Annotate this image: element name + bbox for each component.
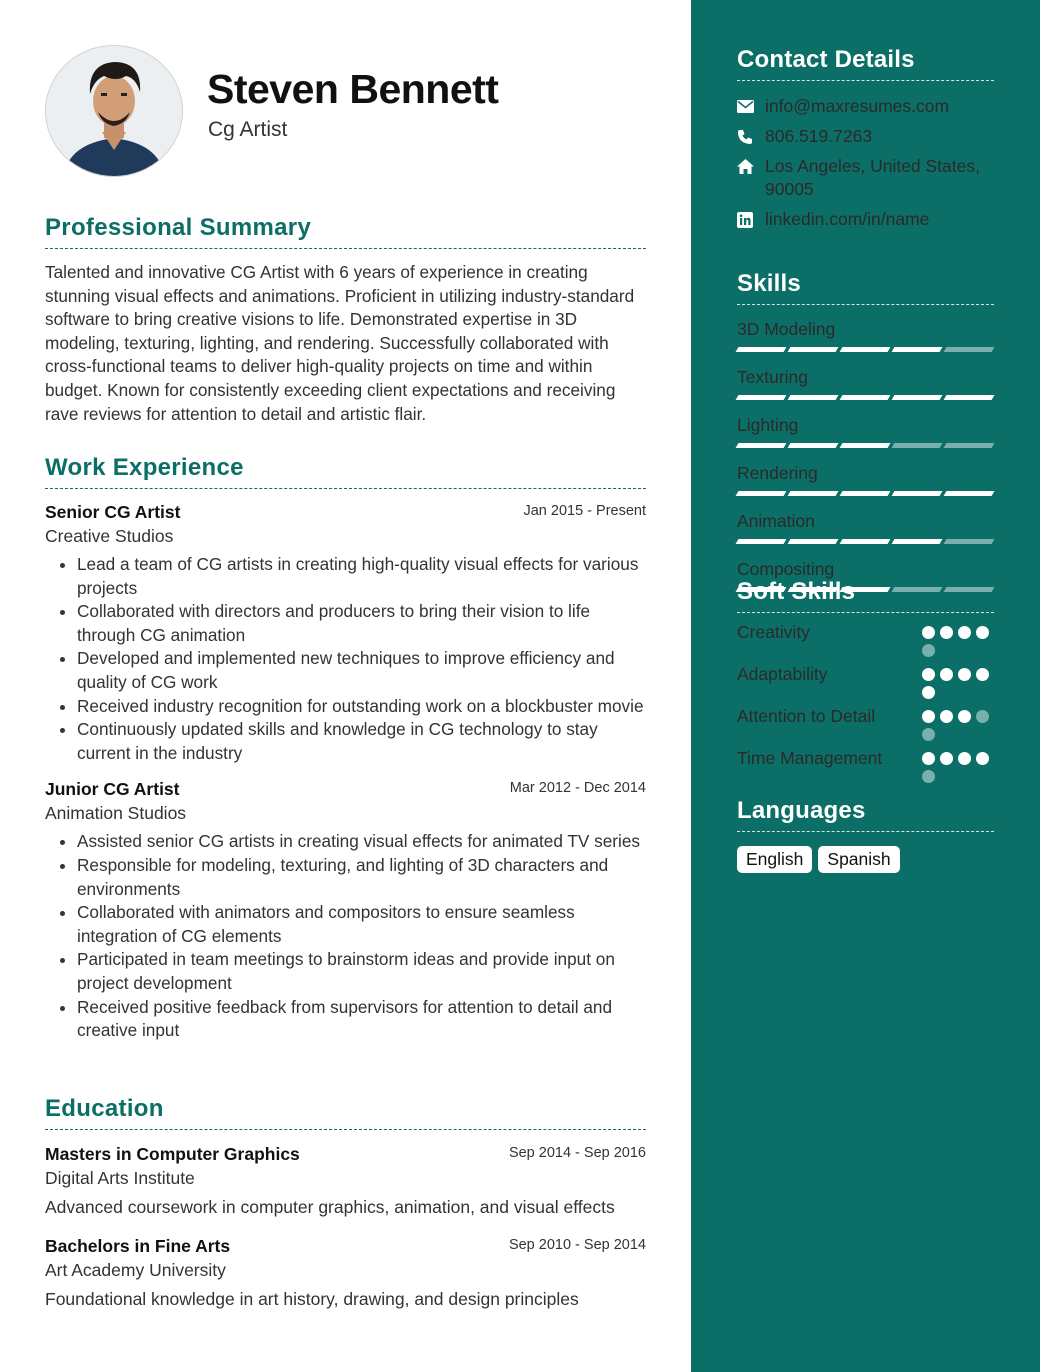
skill-level-segment xyxy=(840,395,891,400)
skill-level-meter xyxy=(737,443,994,448)
skill-name: Lighting xyxy=(737,415,799,435)
skill-level-segment xyxy=(892,539,943,544)
summary-section xyxy=(45,214,646,426)
rating-dot xyxy=(958,668,971,681)
candidate-name: Steven Bennett xyxy=(207,66,499,112)
skill-level-meter xyxy=(737,347,994,352)
skill-level-segment xyxy=(788,395,839,400)
soft-skill-name: Creativity xyxy=(737,622,810,642)
soft-skill-item xyxy=(737,705,994,741)
skill-name: Compositing xyxy=(737,559,835,579)
skill-level-segment xyxy=(944,347,995,352)
summary-text: Talented and innovative CG Artist with 6 years of experience in creating stunning visual effects and animations. Proficient in utilizing industry-standard software to bring creative visions to life. Demonstrated expertise in 3D modeling, texturing, lighting, and rendering. Successfully collaborated with cross-functional teams to deliver high-quality projects on time and within budget. Known for consistently exceeding client expectations and receiving rave reviews for attention to detail and artistic flair. xyxy=(45,262,635,424)
profile-photo xyxy=(45,45,183,177)
skill-level-segment xyxy=(840,347,891,352)
skill-level-meter xyxy=(737,539,994,544)
summary-heading: Professional Summary xyxy=(45,214,646,249)
skill-level-segment xyxy=(944,443,995,448)
skills-section xyxy=(737,270,994,605)
soft-skill-rating xyxy=(904,663,994,699)
contact-heading: Contact Details xyxy=(737,46,994,81)
education-dates: Sep 2010 - Sep 2014 xyxy=(508,1237,646,1253)
rating-dot xyxy=(976,710,989,723)
skill-level-segment xyxy=(840,539,891,544)
rating-dot xyxy=(958,752,971,765)
soft-skill-name: Attention to Detail xyxy=(737,706,876,726)
skill-name: Rendering xyxy=(737,463,818,483)
rating-dot xyxy=(922,686,935,699)
linkedin-text: linkedin.com/in/name xyxy=(765,209,930,229)
rating-dot xyxy=(922,770,935,783)
rating-dot xyxy=(922,668,935,681)
school: Digital Arts Institute xyxy=(45,1168,195,1188)
rating-dot xyxy=(940,626,953,639)
skill-level-segment xyxy=(736,395,787,400)
skill-level-segment xyxy=(944,539,995,544)
skill-item xyxy=(737,317,994,352)
skill-level-segment xyxy=(736,347,787,352)
skill-level-meter xyxy=(737,491,994,496)
skill-name: Animation xyxy=(737,511,815,531)
job-title: Junior CG Artist xyxy=(45,779,180,800)
rating-dot xyxy=(922,626,935,639)
skill-level-segment xyxy=(736,443,787,448)
education-entry xyxy=(45,1236,646,1310)
education-description: Foundational knowledge in art history, drawing, and design principles xyxy=(45,1289,579,1309)
soft-skills-section xyxy=(737,578,994,783)
phone-text: 806.519.7263 xyxy=(765,126,873,146)
rating-dot xyxy=(976,668,989,681)
job-bullet: • Assisted senior CG artists in creating visual effects for animated TV series xyxy=(77,830,646,854)
soft-skills-list xyxy=(737,621,994,783)
job-bullet: • Lead a team of CG artists in creating high-quality visual effects for various projects xyxy=(77,553,646,600)
education-heading: Education xyxy=(45,1095,646,1130)
skill-level-segment xyxy=(892,491,943,496)
job-company: Animation Studios xyxy=(45,803,187,824)
skill-level-meter xyxy=(737,395,994,400)
contact-section xyxy=(737,46,994,231)
skill-level-segment xyxy=(788,347,839,352)
job-bullet: • Collaborated with animators and compositors to ensure seamless integration of CG elements xyxy=(77,901,646,948)
contact-email[interactable] xyxy=(737,95,994,118)
job-dates: Mar 2012 - Dec 2014 xyxy=(509,780,646,797)
rating-dot xyxy=(976,752,989,765)
skill-level-segment xyxy=(892,443,943,448)
email-text: info@maxresumes.com xyxy=(765,96,950,116)
linkedin-icon xyxy=(737,208,765,231)
skill-level-segment xyxy=(736,491,787,496)
skill-level-segment xyxy=(788,443,839,448)
skill-level-segment xyxy=(944,491,995,496)
rating-dot xyxy=(922,752,935,765)
rating-dot xyxy=(958,710,971,723)
languages-heading: Languages xyxy=(737,797,994,832)
rating-dot xyxy=(940,710,953,723)
skills-heading: Skills xyxy=(737,270,994,305)
soft-skill-rating xyxy=(904,747,994,783)
degree: Masters in Computer Graphics xyxy=(45,1144,300,1164)
soft-skill-name: Time Management xyxy=(737,748,883,768)
rating-dot xyxy=(922,728,935,741)
job-bullet: • Participated in team meetings to brainstorm ideas and provide input on project development xyxy=(77,948,646,995)
soft-skill-rating xyxy=(904,621,994,657)
job-company: Creative Studios xyxy=(45,526,174,546)
job-entry xyxy=(45,779,646,1042)
candidate-role: Cg Artist xyxy=(208,118,288,141)
education-description: Advanced coursework in computer graphics, animation, and visual effects xyxy=(45,1197,615,1217)
rating-dot xyxy=(976,626,989,639)
soft-skill-item xyxy=(737,621,994,657)
skill-name: Texturing xyxy=(737,367,809,387)
languages-list xyxy=(737,846,994,873)
soft-skill-item xyxy=(737,747,994,783)
job-bullet: • Continuously updated skills and knowledge in CG technology to stay current in the industry xyxy=(77,718,646,765)
skill-level-segment xyxy=(788,491,839,496)
job-dates: Jan 2015 - Present xyxy=(523,503,646,519)
rating-dot xyxy=(958,626,971,639)
skill-level-segment xyxy=(788,539,839,544)
skill-level-segment xyxy=(892,395,943,400)
soft-skills-heading: Soft Skills xyxy=(737,578,994,613)
skill-level-segment xyxy=(944,395,995,400)
language-tag: English xyxy=(737,846,812,873)
job-bullet: • Received positive feedback from supervisors for attention to detail and creative input xyxy=(77,996,646,1043)
soft-skill-rating xyxy=(904,705,994,741)
skill-item xyxy=(737,413,994,448)
job-entry xyxy=(45,502,646,765)
job-bullets xyxy=(45,830,646,1042)
degree: Bachelors in Fine Arts xyxy=(45,1236,231,1256)
experience-section xyxy=(45,454,646,1043)
address-text: Los Angeles, United States, 90005 xyxy=(765,156,980,199)
contact-phone[interactable] xyxy=(737,125,994,148)
skill-level-segment xyxy=(840,443,891,448)
contact-address xyxy=(737,155,994,201)
skill-level-segment xyxy=(892,347,943,352)
job-bullet: • Developed and implemented new techniques to improve efficiency and quality of CG work xyxy=(77,647,646,694)
skill-item xyxy=(737,461,994,496)
soft-skill-item xyxy=(737,663,994,699)
job-title: Senior CG Artist xyxy=(45,502,181,522)
envelope-icon xyxy=(737,95,765,118)
skills-list xyxy=(737,317,994,592)
job-bullet: • Collaborated with directors and producers to bring their vision to life through CG animation xyxy=(77,600,646,647)
skill-level-segment xyxy=(840,491,891,496)
job-bullets xyxy=(45,553,646,765)
experience-heading: Work Experience xyxy=(45,454,646,489)
rating-dot xyxy=(940,668,953,681)
skill-item xyxy=(737,509,994,544)
rating-dot xyxy=(922,710,935,723)
education-entry xyxy=(45,1144,646,1218)
job-bullet: • Responsible for modeling, texturing, and lighting of 3D characters and environments xyxy=(77,854,646,901)
languages-section xyxy=(737,797,994,873)
soft-skill-name: Adaptability xyxy=(737,664,828,684)
job-bullet: • Received industry recognition for outstanding work on a blockbuster movie xyxy=(77,695,646,719)
rating-dot xyxy=(922,644,935,657)
phone-icon xyxy=(737,125,765,148)
skill-level-segment xyxy=(736,539,787,544)
school: Art Academy University xyxy=(45,1260,226,1280)
education-dates: Sep 2014 - Sep 2016 xyxy=(508,1145,646,1161)
education-section xyxy=(45,1095,646,1310)
home-icon xyxy=(737,155,765,178)
rating-dot xyxy=(940,752,953,765)
skill-name: 3D Modeling xyxy=(737,319,836,339)
language-tag: Spanish xyxy=(818,846,899,873)
skill-item xyxy=(737,365,994,400)
contact-linkedin[interactable] xyxy=(737,208,994,231)
